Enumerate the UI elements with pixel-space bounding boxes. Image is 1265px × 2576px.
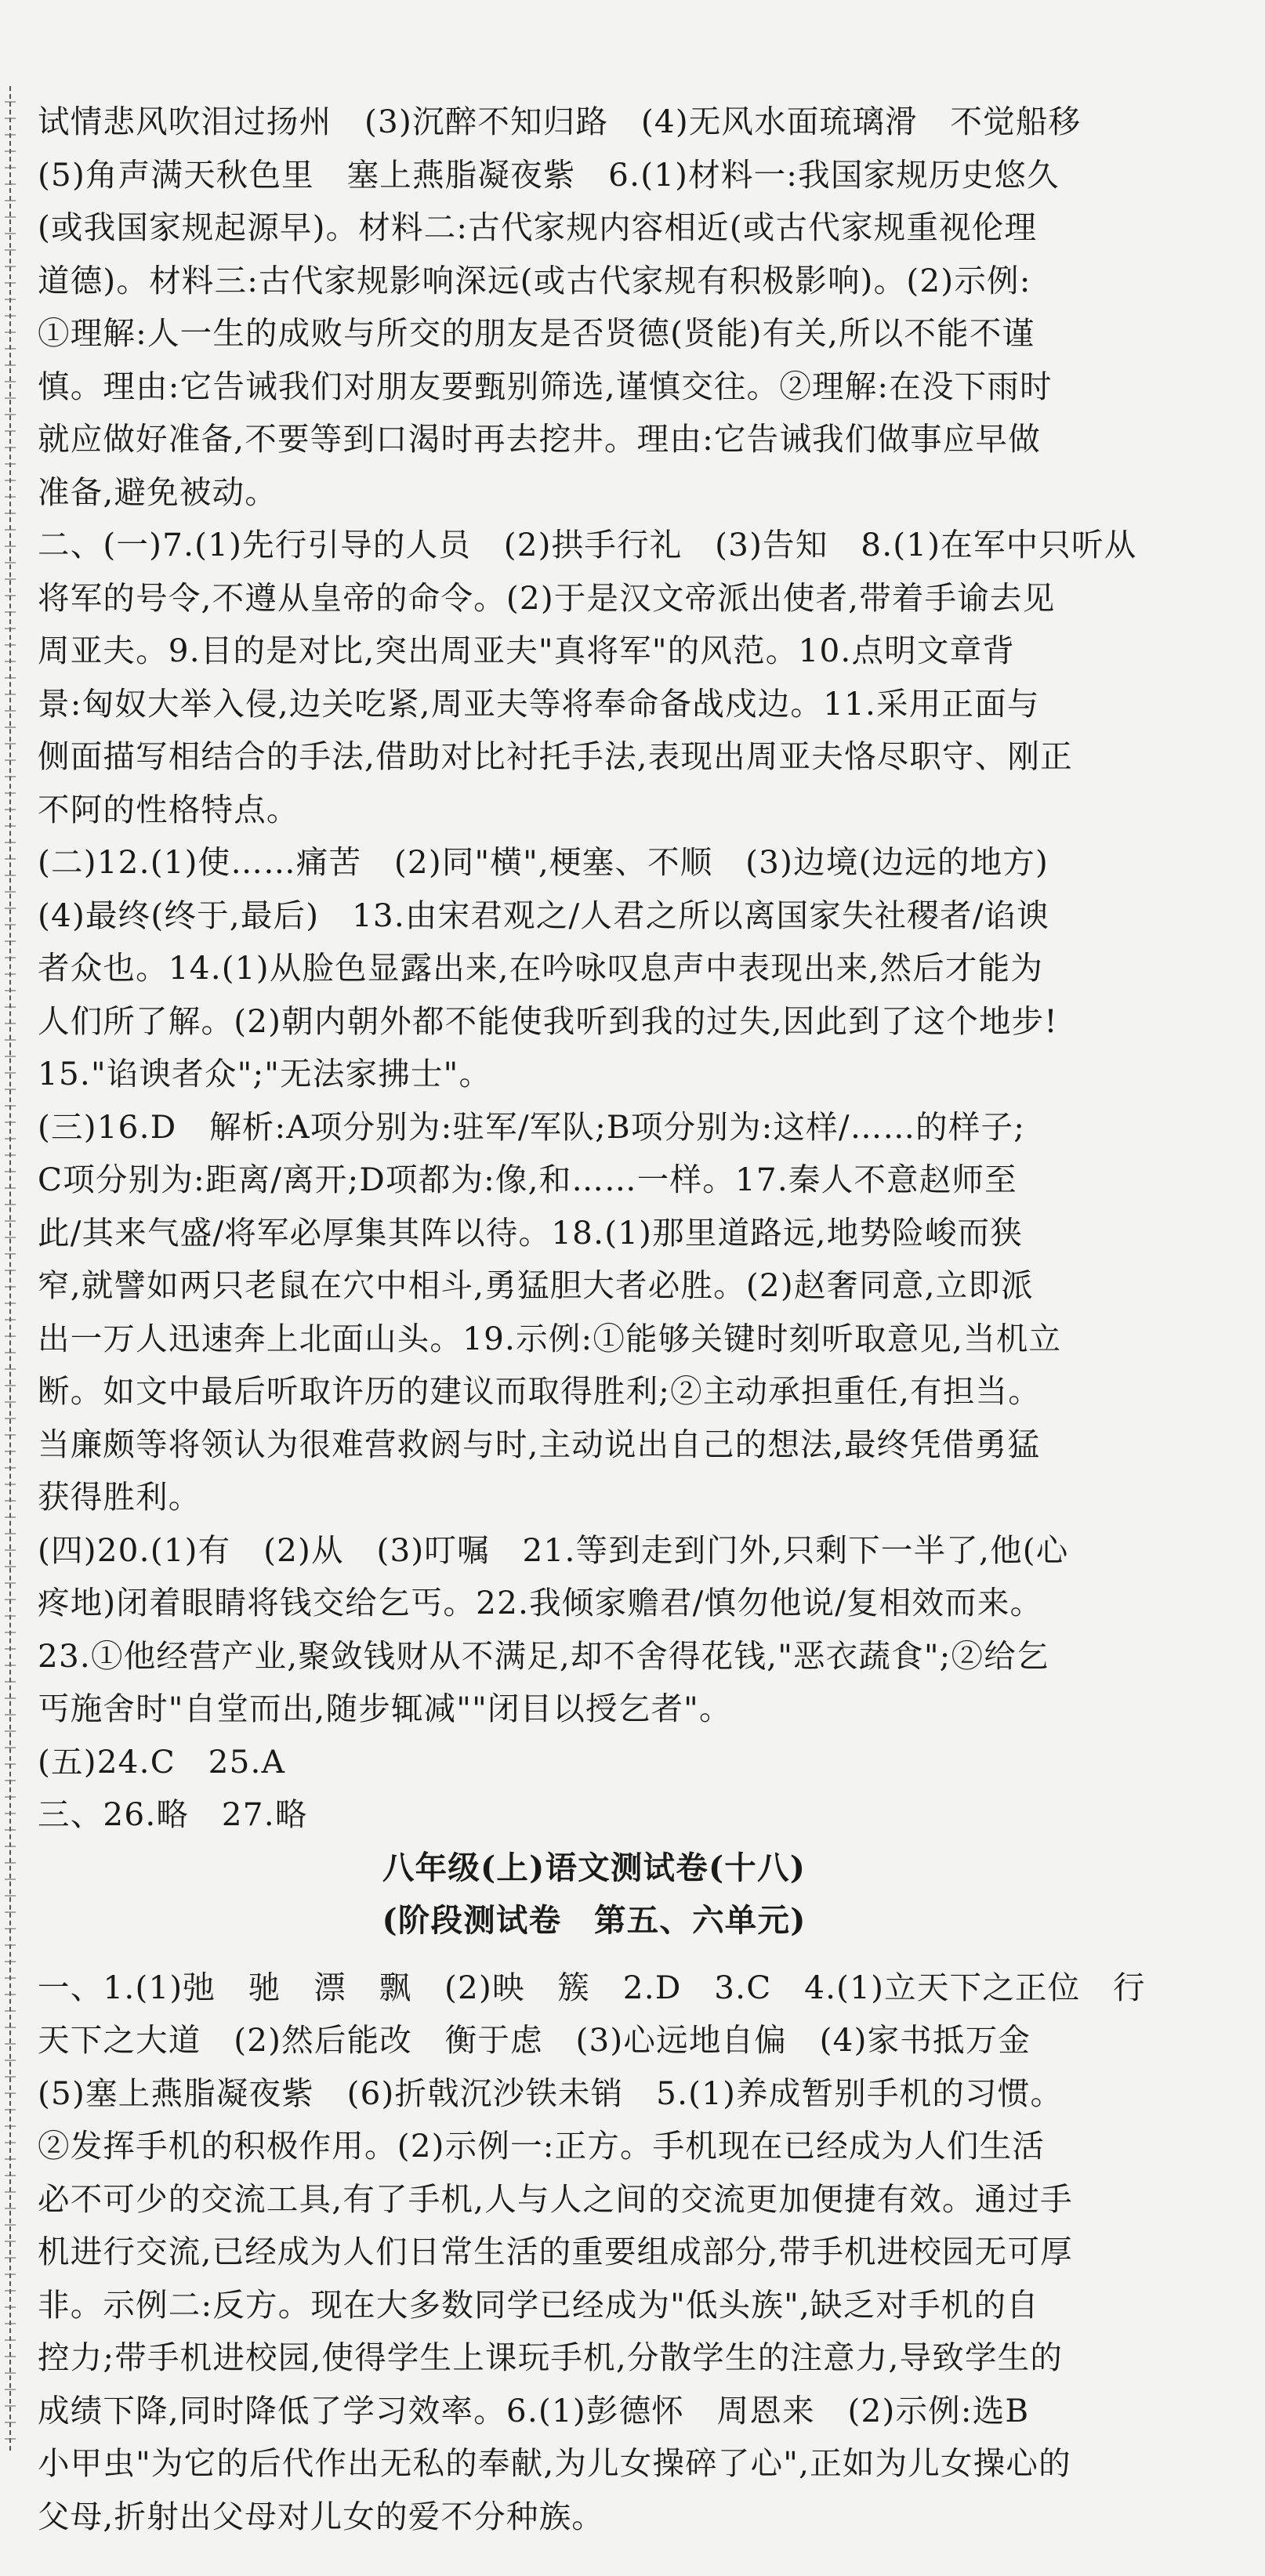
text-line: 景:匈奴大举入侵,边关吃紧,周亚夫等将奉命备战戍边。11.采用正面与 xyxy=(38,684,1040,723)
text-line: C项分别为:距离/离开;D项都为:像,和……一样。17.秦人不意赵师至 xyxy=(38,1161,1017,1198)
spacer xyxy=(38,1947,1151,1962)
text-line: (或我国家规起源早)。材料二:古代家规内容相近(或古代家规重视伦理 xyxy=(38,208,1038,246)
text-line: 窄,就譬如两只老鼠在穴中相斗,勇猛胆大者必胜。(2)赵奢同意,立即派 xyxy=(38,1266,1034,1304)
text-line: 人们所了解。(2)朝内朝外都不能使我听到我的过失,因此到了这个地步! xyxy=(38,1002,1058,1040)
text-line: 就应做好准备,不要等到口渴时再去挖井。理由:它告诫我们做事应早做 xyxy=(38,420,1041,458)
text-line: ②发挥手机的积极作用。(2)示例一:正方。手机现在已经成为人们生活 xyxy=(38,2127,1046,2165)
test-subtitle: (阶段测试卷 第五、六单元) xyxy=(382,1901,806,1939)
text-line: 当廉颇等将领认为很难营救阏与时,主动说出自己的想法,最终凭借勇猛 xyxy=(38,1425,1041,1463)
binding-ticks xyxy=(5,86,16,2451)
test-title: 八年级(上)语文测试卷(十八) xyxy=(382,1848,806,1886)
text-line: 非。示例二:反方。现在大多数同学已经成为"低头族",缺乏对手机的自 xyxy=(38,2285,1039,2324)
text-line: 出一万人迅速奔上北面山头。19.示例:①能够关键时刻听取意见,当机立 xyxy=(38,1319,1062,1357)
text-line: (5)角声满天秋色里 塞上燕脂凝夜紫 6.(1)材料一:我国家规历史悠久 xyxy=(38,155,1060,194)
answer-text xyxy=(38,96,1151,2543)
text-line: 侧面描写相结合的手法,借助对比衬托手法,表现出周亚夫恪尽职守、刚正 xyxy=(38,737,1073,775)
text-line: 23.①他经营产业,聚敛钱财从不满足,却不舍得花钱,"恶衣蔬食";②给乞 xyxy=(38,1636,1049,1675)
text-line: 周亚夫。9.目的是对比,突出周亚夫"真将军"的风范。10.点明文章背 xyxy=(38,632,1015,669)
text-line: 者众也。14.(1)从脸色显露出来,在吟咏叹息声中表现出来,然后才能为 xyxy=(38,949,1044,987)
text-line: 天下之大道 (2)然后能改 衡于虑 (3)心远地自偏 (4)家书抵万金 xyxy=(38,2021,1031,2059)
text-line: (三)16.D 解析:A项分别为:驻军/军队;B项分别为:这样/……的样子; xyxy=(38,1107,1026,1146)
text-line: 丐施舍时"自堂而出,随步辄减""闭目以授乞者"。 xyxy=(38,1690,732,1727)
text-line: (二)12.(1)使……痛苦 (2)同"横",梗塞、不顺 (3)边境(边远的地方) xyxy=(38,843,1049,881)
text-line: 成绩下降,同时降低了学习效率。6.(1)彭德怀 周恩来 (2)示例:选B xyxy=(38,2391,1030,2429)
text-line: 试情悲风吹泪过扬州 (3)沉醉不知归路 (4)无风水面琉璃滑 不觉船移 xyxy=(38,103,1082,140)
text-line: 控力;带手机进校园,使得学生上课玩手机,分散学生的注意力,导致学生的 xyxy=(38,2339,1064,2376)
text-line: 一、1.(1)弛 驰 漂 飘 (2)映 簇 2.D 3.C 4.(1)立天下之正位 行 xyxy=(38,1968,1146,2006)
text-line: 三、26.略 27.略 xyxy=(38,1795,308,1833)
text-line: (四)20.(1)有 (2)从 (3)叮嘱 21.等到走到门外,只剩下一半了,他(心 xyxy=(38,1531,1069,1569)
text-line: 准备,避免被动。 xyxy=(38,473,277,511)
text-line: (五)24.C 25.A xyxy=(38,1742,286,1781)
text-line: 不阿的性格特点。 xyxy=(38,790,299,828)
text-line: 获得胜利。 xyxy=(38,1478,201,1516)
text-line: 小甲虫"为它的后代作出无私的奉献,为儿女操碎了心",正如为儿女操心的 xyxy=(38,2444,1071,2482)
text-line: 必不可少的交流工具,有了手机,人与人之间的交流更加便捷有效。通过手 xyxy=(38,2179,1073,2218)
text-line: (4)最终(终于,最后) 13.由宋君观之/人君之所以离国家失社稷者/谄谀 xyxy=(38,896,1049,934)
text-line: (5)塞上燕脂凝夜紫 (6)折戟沉沙铁未销 5.(1)养成暂别手机的习惯。 xyxy=(38,2074,1064,2112)
text-line: 机进行交流,已经成为人们日常生活的重要组成部分,带手机进校园无可厚 xyxy=(38,2233,1073,2270)
text-line: 此/其来气盛/将军必厚集其阵以待。18.(1)那里道路远,地势险峻而狭 xyxy=(38,1213,1023,1252)
text-line: 断。如文中最后听取许历的建议而取得胜利;②主动承担重任,有担当。 xyxy=(38,1372,1041,1410)
text-line: 道德)。材料三:古代家规影响深远(或古代家规有积极影响)。(2)示例: xyxy=(38,261,1031,299)
text-line: 父母,折射出父母对儿女的爱不分种族。 xyxy=(38,2497,604,2535)
text-line: 将军的号令,不遵从皇帝的命令。(2)于是汉文帝派出使者,带着手谕去见 xyxy=(38,578,1056,617)
text-line: 15."谄谀者众";"无法家拂士"。 xyxy=(38,1055,492,1092)
text-line: 慎。理由:它告诫我们对朋友要甄别筛选,谨慎交往。②理解:在没下雨时 xyxy=(38,367,1053,405)
text-line: 疼地)闭着眼睛将钱交给乞丐。22.我倾家赡君/慎勿他说/复相效而来。 xyxy=(38,1584,1043,1621)
text-line: ①理解:人一生的成败与所交的朋友是否贤德(贤能)有关,所以不能不谨 xyxy=(38,314,1035,352)
text-line: 二、(一)7.(1)先行引导的人员 (2)拱手行礼 (3)告知 8.(1)在军中只听从 xyxy=(38,526,1137,563)
